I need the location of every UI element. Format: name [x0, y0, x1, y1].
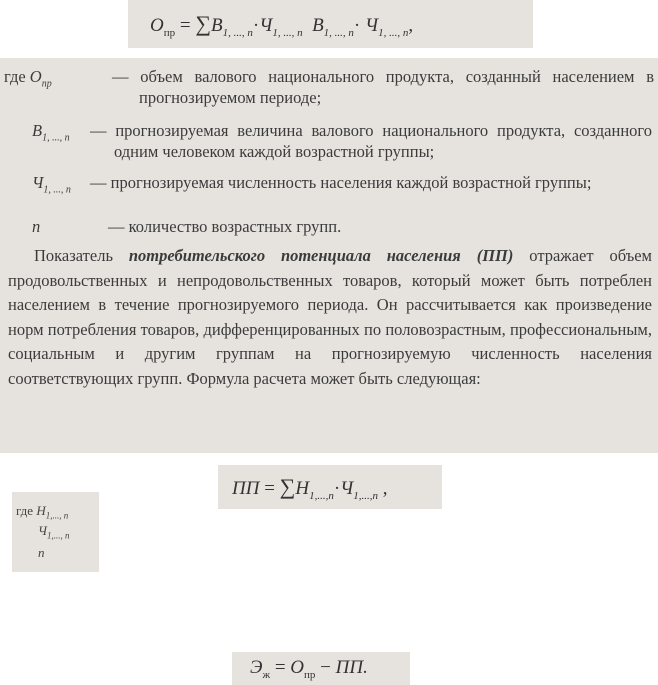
- definition-symbol: $Ч_{1, ..., n}$: [32, 173, 71, 196]
- formula-pp-term-n-sub: 1,...,n: [309, 489, 334, 502]
- definition-symbol: $В_{1, ..., n}$: [32, 121, 70, 144]
- formula-pp-sum-symbol: ∑: [279, 474, 296, 499]
- formula-economy-equals: =: [274, 657, 286, 678]
- formula-pp: [232, 474, 388, 502]
- formula-gnp-block: [128, 0, 533, 48]
- formula-gnp-term-b2-sub: 1, ..., n: [323, 26, 354, 39]
- formula-gnp-dot-2: ·: [353, 15, 361, 36]
- definition-row: [32, 216, 654, 238]
- definition-text: — прогнозируемая величина валового национального продукта, созданного одним человеком каждой возрастной группы;: [90, 121, 653, 161]
- definition-text: — количество возрастных групп.: [108, 217, 342, 236]
- paragraph-consumer-potential: [8, 244, 652, 391]
- formula-economy-lhs-sub: ж: [262, 668, 271, 681]
- formula-gnp-term-ch2: Ч: [365, 15, 379, 36]
- definition-text: — объем валового национального продукта, созданный населением в прогнозируемом периоде;: [112, 67, 655, 107]
- formula-pp-equals: =: [264, 478, 275, 499]
- formula-gnp-term-ch-sub: 1, ..., n: [272, 26, 303, 39]
- legend-line-ch: $Ч_{1,..., n}$: [38, 523, 70, 541]
- formula-pp-dot: ·: [333, 478, 341, 499]
- formula-gnp-sum-symbol: ∑: [195, 11, 212, 36]
- formula-economy-lhs: Э: [250, 657, 263, 678]
- formula-economy-term-o: О: [290, 657, 305, 678]
- formula-gnp-lhs: О: [150, 15, 164, 36]
- definition-symbol: где $О_{пр}$: [4, 67, 52, 90]
- main-text-block: [0, 58, 658, 453]
- legend-line-count: n: [38, 545, 45, 560]
- formula-pp-term-n: Н: [295, 478, 310, 499]
- definition-row: [32, 120, 654, 164]
- formula-gnp-term-ch2-sub: 1, ..., n: [378, 26, 409, 39]
- formula-economy: [250, 657, 368, 681]
- formula-gnp-term-b: В: [211, 15, 223, 36]
- definition-text: — прогнозируемая численность населения каждой возрастной группы;: [90, 173, 592, 192]
- paragraph-body: отражает объем продовольственных и непродовольственных товаров, который может быть потреблен населением в течение прогнозируемого периода. Он рассчитывается как произведение норм потребления товаров, дифференцированных по половозрастным, профессиональным, социальным и другим группам на прогнозируемую численность населения соответствующих групп. Формула расчета может быть следующая:: [8, 246, 652, 388]
- formula-economy-block: [232, 652, 410, 685]
- formula-gnp-term-b-sub: 1, ..., n: [222, 26, 253, 39]
- definition-row: [4, 66, 654, 110]
- legend-line-n: где $Н_{1,..., n}$: [16, 503, 69, 521]
- formula-gnp-term-ch: Ч: [259, 15, 273, 36]
- formula-gnp-equals: =: [179, 15, 191, 36]
- definition-symbol: n: [32, 217, 41, 236]
- formula-pp-term-ch: Ч: [340, 478, 354, 499]
- formula-pp-comma: ,: [382, 478, 388, 499]
- paragraph-term: потребительского потенциала населения (ПП): [128, 246, 514, 265]
- formula-gnp: [150, 11, 413, 39]
- formula-pp-lhs: ПП: [232, 478, 260, 499]
- formula-gnp-term-b2: В: [312, 15, 324, 36]
- formula-gnp-lhs-sub: пр: [163, 26, 176, 39]
- formula-economy-term-pp: ПП.: [335, 657, 368, 678]
- paragraph-intro: Показатель: [34, 246, 129, 265]
- formula-gnp-comma: ,: [408, 15, 414, 36]
- formula-gnp-dot: ·: [252, 15, 260, 36]
- formula-pp-legend-block: [12, 492, 99, 572]
- formula-economy-term-o-sub: пр: [304, 668, 316, 681]
- formula-pp-term-ch-sub: 1,...,n: [353, 489, 379, 502]
- formula-economy-minus: −: [320, 657, 331, 678]
- formula-pp-block: [218, 465, 442, 509]
- definition-row: [32, 172, 654, 216]
